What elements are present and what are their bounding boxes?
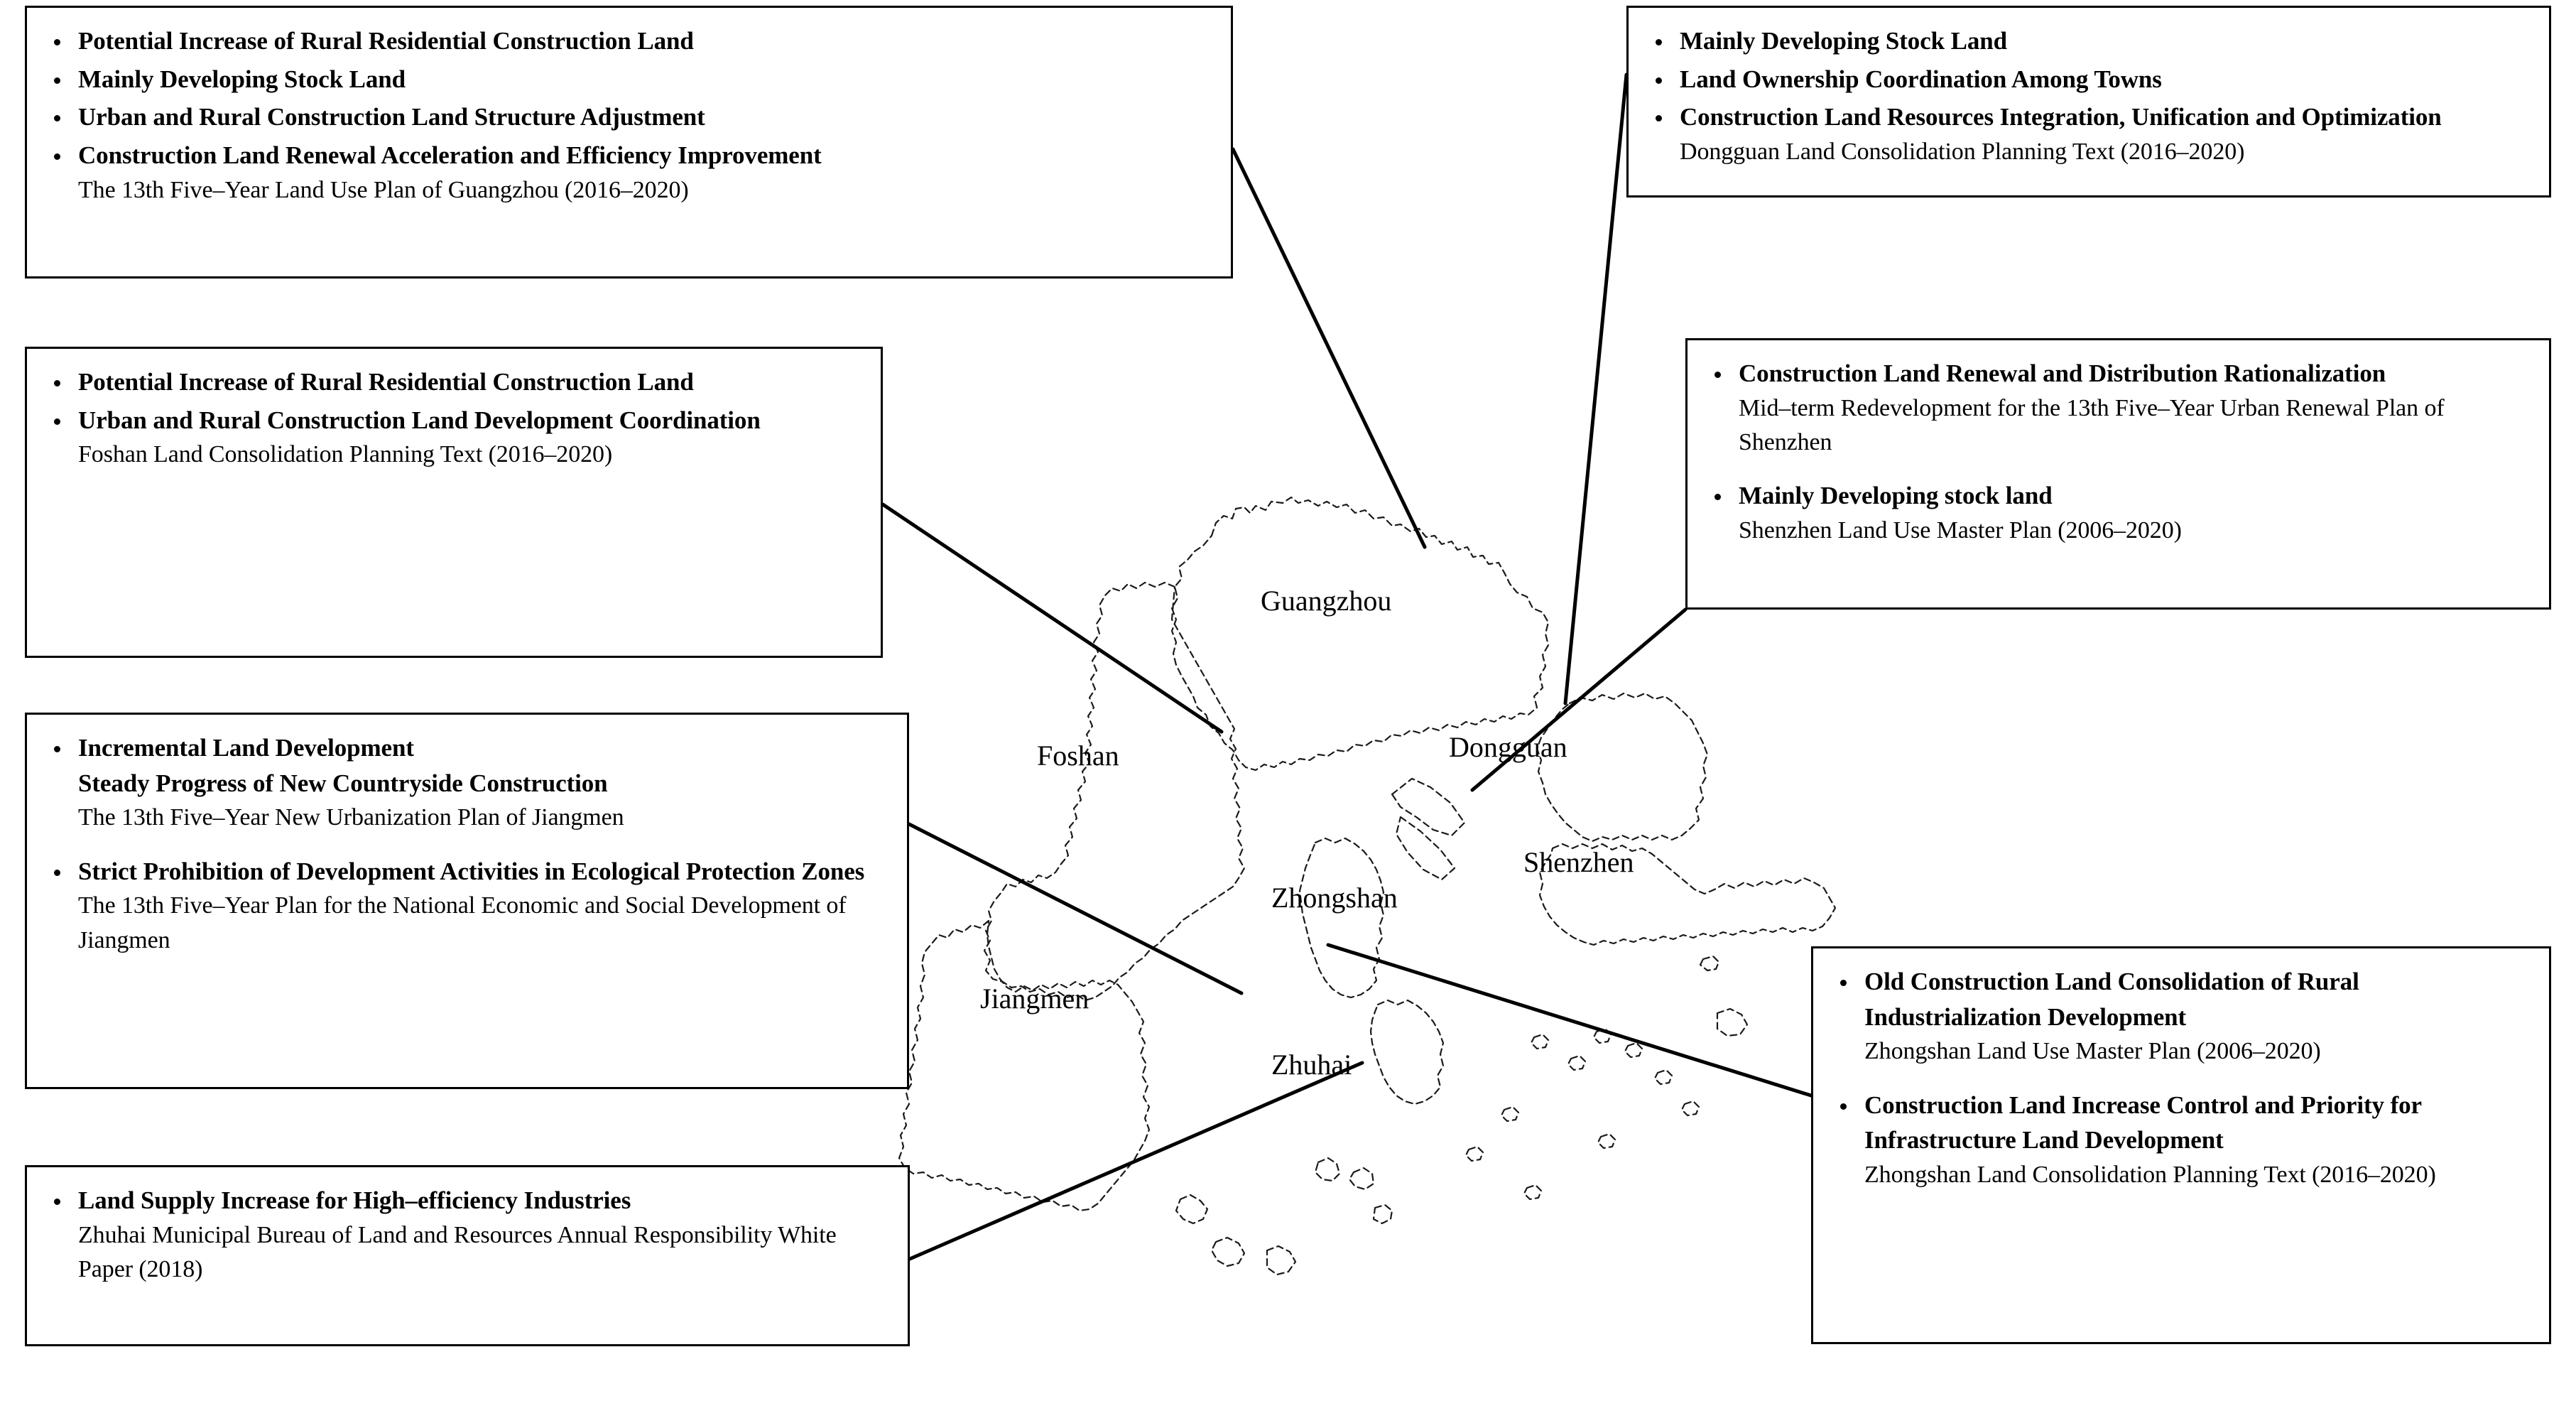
policy-highlight: Mainly Developing Stock Land	[1680, 27, 2008, 55]
callout-zhuhai[interactable]	[25, 1165, 910, 1346]
callout-dongguan-list	[1647, 23, 2531, 169]
connector-jiangmen	[909, 824, 1241, 993]
connector-foshan	[883, 504, 1222, 732]
list-item	[1832, 1088, 2531, 1193]
callout-zhongshan[interactable]	[1811, 946, 2551, 1344]
connector-zhongshan	[1328, 945, 1811, 1096]
policy-source: Shenzhen Land Use Master Plan (2006–2020)	[1739, 516, 2182, 543]
map-label-jiangmen: Jiangmen	[980, 983, 1089, 1015]
callout-zhongshan-list	[1832, 964, 2531, 1192]
policy-highlight: Mainly Developing Stock Land	[78, 65, 406, 93]
policy-highlight: Construction Land Renewal Acceleration and Efficiency Improvement	[78, 141, 822, 170]
policy-highlight: Potential Increase of Rural Residential Construction Land	[78, 368, 694, 396]
callout-shenzhen[interactable]	[1685, 338, 2551, 610]
list-item	[1706, 478, 2531, 548]
callout-guangzhou-list	[45, 23, 1212, 207]
list-item	[45, 854, 888, 958]
list-item	[45, 730, 888, 835]
policy-source: The 13th Five–Year Land Use Plan of Guangzhou (2016–2020)	[78, 176, 689, 203]
policy-highlight-two: Steady Progress of New Countryside Construction	[78, 769, 608, 797]
policy-highlight: Construction Land Renewal and Distribution Rationalization	[1739, 359, 2386, 387]
callout-guangzhou[interactable]	[25, 6, 1233, 278]
callout-foshan[interactable]	[25, 347, 883, 658]
list-item	[45, 62, 1212, 97]
policy-highlight: Mainly Developing stock land	[1739, 482, 2053, 510]
connector-guangzhou	[1233, 149, 1425, 547]
list-item	[1647, 23, 2531, 59]
policy-source: Dongguan Land Consolidation Planning Text (2016–2020)	[1680, 139, 2245, 166]
list-item	[1832, 964, 2531, 1069]
policy-highlight: Old Construction Land Consolidation of Rural Industrialization Development	[1864, 968, 2359, 1031]
policy-source: Foshan Land Consolidation Planning Text (2016–2020)	[78, 441, 613, 468]
callout-jiangmen[interactable]	[25, 713, 909, 1089]
map-label-zhongshan: Zhongshan	[1271, 882, 1398, 914]
policy-source: The 13th Five–Year New Urbanization Plan of Jiangmen	[78, 804, 624, 831]
list-item	[45, 23, 1212, 59]
policy-highlight: Land Supply Increase for High–efficiency Industries	[78, 1186, 631, 1214]
callout-foshan-list	[45, 364, 862, 472]
list-item	[1647, 62, 2531, 97]
policy-highlight: Urban and Rural Construction Land Structure Adjustment	[78, 103, 705, 131]
policy-source: Zhongshan Land Use Master Plan (2006–2020)	[1864, 1038, 2321, 1065]
map-label-guangzhou: Guangzhou	[1261, 585, 1392, 617]
policy-highlight: Construction Land Resources Integration, Unification and Optimization	[1680, 103, 2442, 131]
list-item	[45, 1183, 889, 1287]
policy-highlight: Strict Prohibition of Development Activities in Ecological Protection Zones	[78, 857, 865, 885]
policy-highlight: Incremental Land Development	[78, 734, 414, 762]
policy-source: Mid–term Redevelopment for the 13th Five–Year Urban Renewal Plan of Shenzhen	[1739, 394, 2445, 455]
list-item	[1706, 356, 2531, 460]
map-label-shenzhen: Shenzhen	[1523, 846, 1634, 878]
map-label-foshan: Foshan	[1037, 740, 1119, 772]
list-item	[45, 138, 1212, 207]
callout-jiangmen-list	[45, 730, 888, 958]
policy-source: Zhongshan Land Consolidation Planning Text (2016–2020)	[1864, 1162, 2436, 1189]
policy-source: Zhuhai Municipal Bureau of Land and Resources Annual Responsibility White Paper (2018)	[78, 1221, 837, 1282]
list-item	[45, 99, 1212, 135]
connector-dongguan	[1565, 75, 1626, 703]
callout-dongguan[interactable]	[1626, 6, 2551, 198]
list-item	[1647, 99, 2531, 169]
map-label-dongguan: Dongguan	[1449, 731, 1567, 763]
policy-source: The 13th Five–Year Plan for the National Economic and Social Development of Jiangmen	[78, 892, 847, 953]
callout-zhuhai-list	[45, 1183, 889, 1287]
policy-highlight: Potential Increase of Rural Residential Construction Land	[78, 27, 694, 55]
policy-highlight: Urban and Rural Construction Land Development Coordination	[78, 406, 761, 434]
policy-highlight: Construction Land Increase Control and Priority for Infrastructure Land Development	[1864, 1091, 2422, 1154]
callout-shenzhen-list	[1706, 356, 2531, 548]
list-item	[45, 364, 862, 400]
policy-highlight: Land Ownership Coordination Among Towns	[1680, 65, 2162, 93]
connector-zhuhai	[910, 1063, 1362, 1259]
list-item	[45, 403, 862, 472]
map-label-zhuhai: Zhuhai	[1271, 1049, 1352, 1081]
